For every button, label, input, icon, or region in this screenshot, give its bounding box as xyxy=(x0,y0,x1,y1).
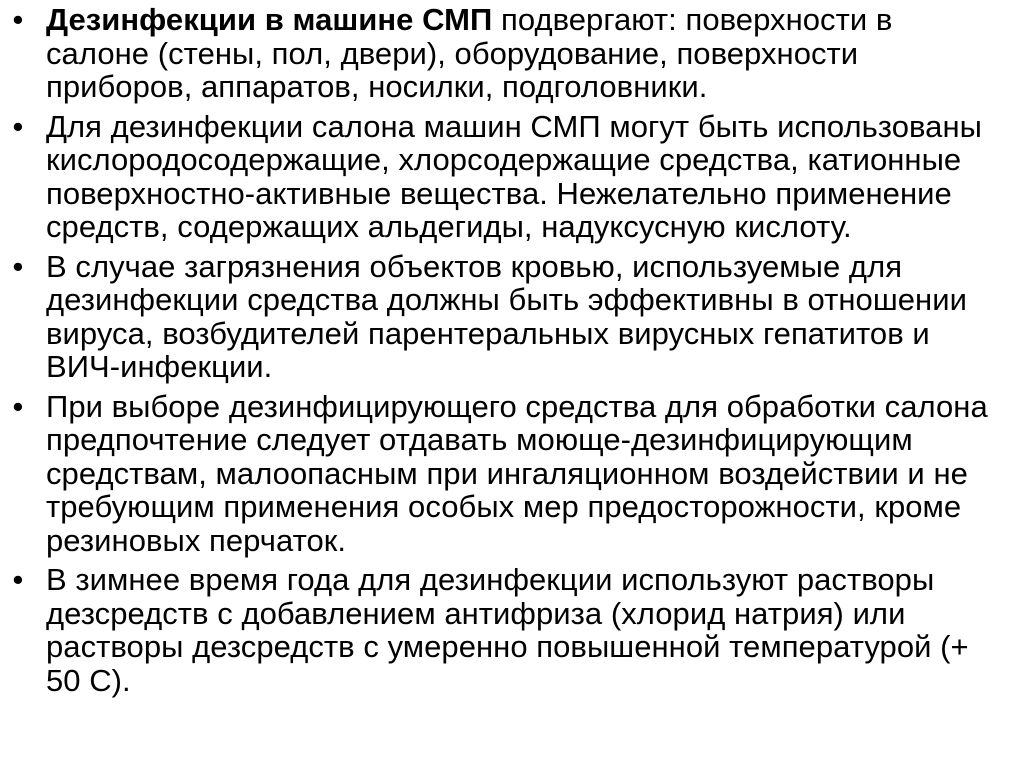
bullet-text xyxy=(46,389,988,558)
bullet-list xyxy=(8,3,998,703)
bullet-icon: • xyxy=(12,2,24,37)
bullet-item-1 xyxy=(8,3,998,104)
bullet-body: В случае загрязнения объектов кровью, используемые для дезинфекции средства должны быть эффективны в отношении вируса, возбудителей парентеральных вирусных гепатитов и ВИЧ-инфекции. xyxy=(46,248,967,384)
bullet-icon: • xyxy=(12,248,24,284)
bullet-icon: • xyxy=(12,562,24,597)
bullet-item-5 xyxy=(8,563,998,697)
bullet-body: В зимнее время года для дезинфекции используют растворы дезсредств с добавлением антифриза (хлорид натрия) или растворы дезсредств с умеренно повышенной температурой (+ 50 С). xyxy=(46,562,969,698)
bullet-body: При выборе дезинфицирующего средства для обработки салона предпочтение следует отдавать моюще-дезинфицирующим средствам, малоопасным при ингаляционном воздействии и не требующим применения особых мер предосторожности, кроме резиновых перчаток. xyxy=(46,388,988,558)
bullet-text xyxy=(46,2,892,104)
bullet-body: подвергают: поверхности в салоне (стены, пол, двери), оборудование, поверхности приборов, аппаратов, носилки, подголовники. xyxy=(46,2,893,104)
bullet-item-4 xyxy=(8,390,998,558)
bullet-body: Для дезинфекции салона машин СМП могут быть использованы кислородосодержащие, хлорсодержащие средства, катионные поверхностно-активные вещества. Нежелательно применение средств, содержащих альдегиды, надуксусную кислоту. xyxy=(46,108,982,244)
bullet-text xyxy=(46,249,967,385)
bullet-icon: • xyxy=(12,108,24,144)
bullet-item-3 xyxy=(8,250,998,384)
bullet-item-2 xyxy=(8,110,998,244)
bullet-text xyxy=(46,109,982,245)
bullet-icon: • xyxy=(12,388,24,424)
bullet-lead-bold: Дезинфекции в машине СМП xyxy=(46,2,493,37)
bullet-text xyxy=(46,562,969,698)
